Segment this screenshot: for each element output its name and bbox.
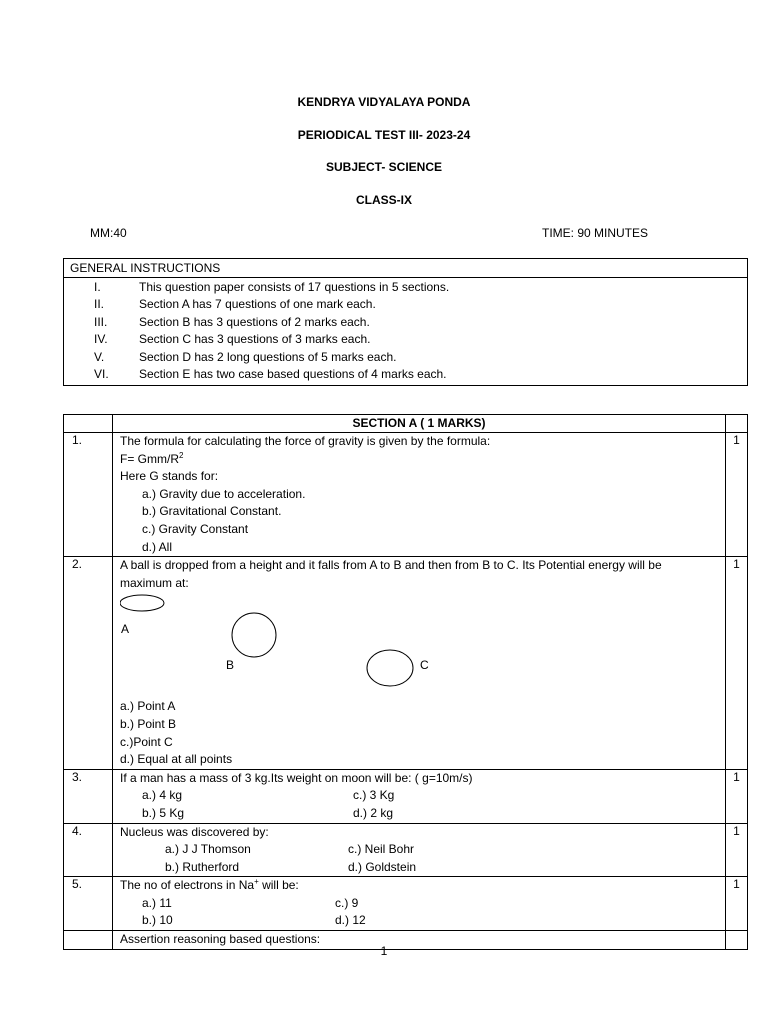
question-number: 3. [64, 769, 113, 823]
question-text-end: will be: [258, 878, 299, 893]
option-row [120, 895, 725, 913]
option-row [120, 912, 725, 930]
option-c: c.) 3 Kg [353, 788, 395, 803]
option-row [120, 805, 725, 823]
question-mark: 1 [726, 823, 748, 877]
instruction-item [64, 296, 747, 313]
label-c: C [420, 658, 429, 673]
max-marks: MM:40 [90, 226, 127, 240]
class-title: CLASS-IX [355, 193, 412, 207]
school-name: KENDRYA VIDYALAYA PONDA [297, 95, 471, 109]
option-b: b.) 5 Kg [142, 805, 185, 820]
diagram-svg [120, 592, 440, 698]
option: a.) Point A [120, 699, 176, 714]
option-c: c.) 9 [335, 895, 359, 910]
option: a.) Gravity due to acceleration. [142, 486, 306, 501]
instructions-list [64, 278, 748, 386]
question-text: If a man has a mass of 3 kg.Its weight on moon will be: ( g=10m/s) [120, 770, 473, 785]
option-a: a.) 11 [142, 895, 172, 910]
question-body [113, 557, 726, 770]
formula [120, 451, 725, 469]
instruction-item [64, 314, 747, 331]
question-mark: 1 [726, 769, 748, 823]
instruction-text: Section B has 3 questions of 2 marks each. [139, 314, 370, 329]
option: b.) Gravitational Constant. [142, 504, 282, 519]
question-text-cont: maximum at: [120, 575, 189, 590]
option: c.)Point C [120, 734, 173, 749]
instruction-item [64, 331, 747, 348]
instruction-text: Section A has 7 questions of one mark each. [139, 297, 376, 312]
instruction-item [64, 366, 747, 383]
question-row [64, 433, 748, 557]
ion-charge: + [254, 877, 259, 887]
option-b: b.) Rutherford [165, 859, 240, 874]
question-number: 1. [64, 433, 113, 557]
question-text: The formula for calculating the force of gravity is given by the formula: [120, 434, 491, 448]
option-row [120, 841, 725, 859]
question-mark: 1 [726, 877, 748, 931]
question-text [120, 877, 725, 895]
option: b.) Point B [120, 716, 177, 731]
option-row [120, 787, 725, 805]
subject-title: SUBJECT- SCIENCE [325, 160, 443, 174]
label-a: A [121, 622, 130, 637]
question-number: 2. [64, 557, 113, 770]
formula-base: F= Gmm/R [120, 451, 179, 466]
formula-exponent: 2 [179, 450, 184, 460]
question-row [64, 557, 748, 770]
option: d.) All [142, 539, 173, 554]
option: d.) Equal at all points [120, 752, 233, 767]
question-body [113, 433, 726, 557]
instruction-num: I. [94, 280, 101, 294]
question-row [64, 769, 748, 823]
option-row [120, 859, 725, 877]
ball-point-a [120, 595, 164, 611]
instruction-text: Section E has two case based questions of 4 marks each. [139, 366, 447, 381]
page-number: 1 [380, 944, 388, 958]
instruction-num: V. [94, 349, 105, 364]
instruction-num: IV. [94, 332, 108, 347]
question-body [113, 769, 726, 823]
question-number: 5. [64, 877, 113, 931]
option: c.) Gravity Constant [142, 521, 249, 536]
question-mark: 1 [726, 557, 748, 770]
instruction-text: This question paper consists of 17 questions in 5 sections. [139, 280, 450, 294]
question-text-base: The no of electrons in Na [120, 878, 255, 893]
general-instructions-table [63, 258, 748, 386]
question-subtext: Here G stands for: [120, 469, 219, 484]
assertion-text: Assertion reasoning based questions: [120, 932, 321, 947]
question-mark: 1 [726, 433, 748, 557]
option-c: c.) Neil Bohr [348, 842, 415, 857]
instruction-item [64, 279, 747, 296]
instruction-num: II. [94, 297, 105, 312]
ball-diagram [120, 592, 725, 698]
question-body [113, 877, 726, 931]
option-b: b.) 10 [142, 913, 173, 928]
option-d: d.) 12 [335, 913, 366, 928]
time-limit: TIME: 90 MINUTES [542, 226, 649, 240]
option-d: d.) 2 kg [353, 805, 394, 820]
section-a-title: SECTION A ( 1 MARKS) [113, 415, 726, 433]
question-row [64, 823, 748, 877]
option-a: a.) 4 kg [142, 788, 183, 803]
question-body [113, 823, 726, 877]
test-title: PERIODICAL TEST III- 2023-24 [297, 128, 471, 142]
question-number: 4. [64, 823, 113, 877]
option-d: d.) Goldstein [348, 859, 417, 874]
instruction-num: VI. [94, 366, 109, 381]
instruction-item [64, 349, 747, 366]
ball-point-c [367, 650, 413, 686]
label-b: B [226, 658, 235, 673]
question-row [64, 877, 748, 931]
question-text: Nucleus was discovered by: [120, 824, 269, 839]
option-a: a.) J J Thomson [165, 842, 251, 857]
section-a-table [63, 414, 748, 950]
instruction-num: III. [94, 314, 108, 329]
question-text: A ball is dropped from a height and it falls from A to B and then from B to C. Its Potential energy will be [120, 558, 662, 573]
ball-point-b [232, 613, 276, 657]
instructions-title: GENERAL INSTRUCTIONS [64, 259, 748, 278]
instruction-text: Section D has 2 long questions of 5 marks each. [139, 349, 397, 364]
instruction-text: Section C has 3 questions of 3 marks each. [139, 332, 371, 347]
